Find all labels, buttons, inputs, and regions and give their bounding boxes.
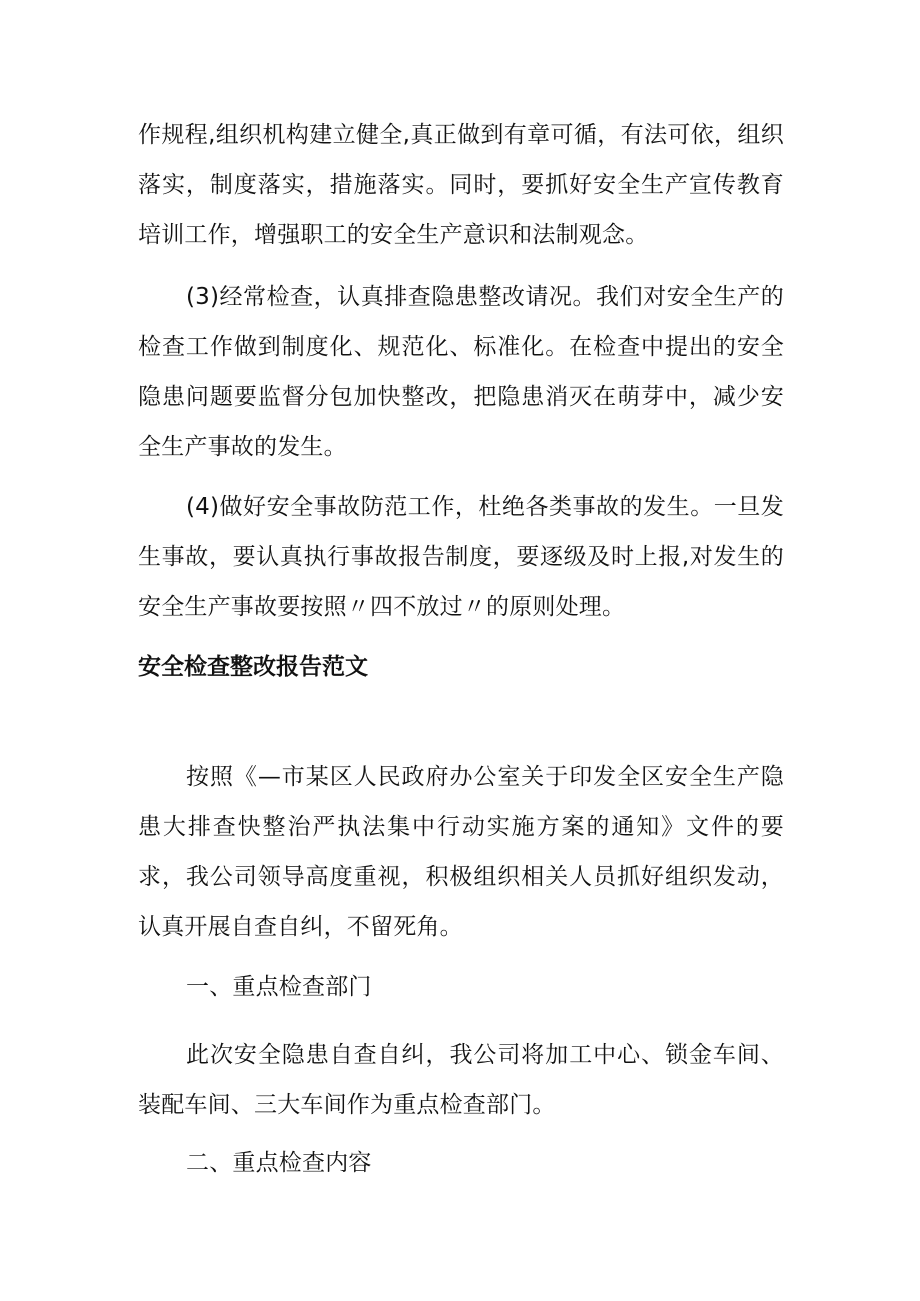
paragraph-key-departments: 此次安全隐患自查自纠，我公司将加工中心、锁金车间、装配车间、三大车间作为重点检查部门。 bbox=[138, 1042, 784, 1118]
paragraph-safety-organization: 作规程,组织机构建立健全,真正做到有章可循，有法可依，组织落实，制度落实，措施落实。同时，要抓好安全生产宣传教育培训工作，增强职工的安全生产意识和法制观念。 bbox=[138, 122, 784, 248]
paragraph-regular-inspection: (3)经常检查，认真排查隐患整改请况。我们对安全生产的检查工作做到制度化、规范化、标准化。在检查中提出的安全隐患问题要监督分包加快整改，把隐患消灭在萌芽中，减少安全生产事故的发生。 bbox=[138, 284, 784, 460]
paragraph-accident-prevention: (4)做好安全事故防范工作，杜绝各类事故的发生。一旦发生事故，要认真执行事故报告制度，要逐级及时上报,对发生的安全生产事故要按照〃四不放过〃的原则处理。 bbox=[138, 494, 784, 620]
paragraph-intro: 按照《—市某区人民政府办公室关于印发全区安全生产隐患大排查快整治严执法集中行动实施方案的通知》文件的要求，我公司领导高度重视，积极组织相关人员抓好组织发动，认真开展自查自纠，不留死角。 bbox=[138, 764, 784, 940]
subheading-key-content: 二、重点检查内容 bbox=[186, 1150, 372, 1176]
section-title: 安全检查整改报告范文 bbox=[138, 654, 368, 680]
subheading-key-departments: 一、重点检查部门 bbox=[186, 974, 372, 1000]
